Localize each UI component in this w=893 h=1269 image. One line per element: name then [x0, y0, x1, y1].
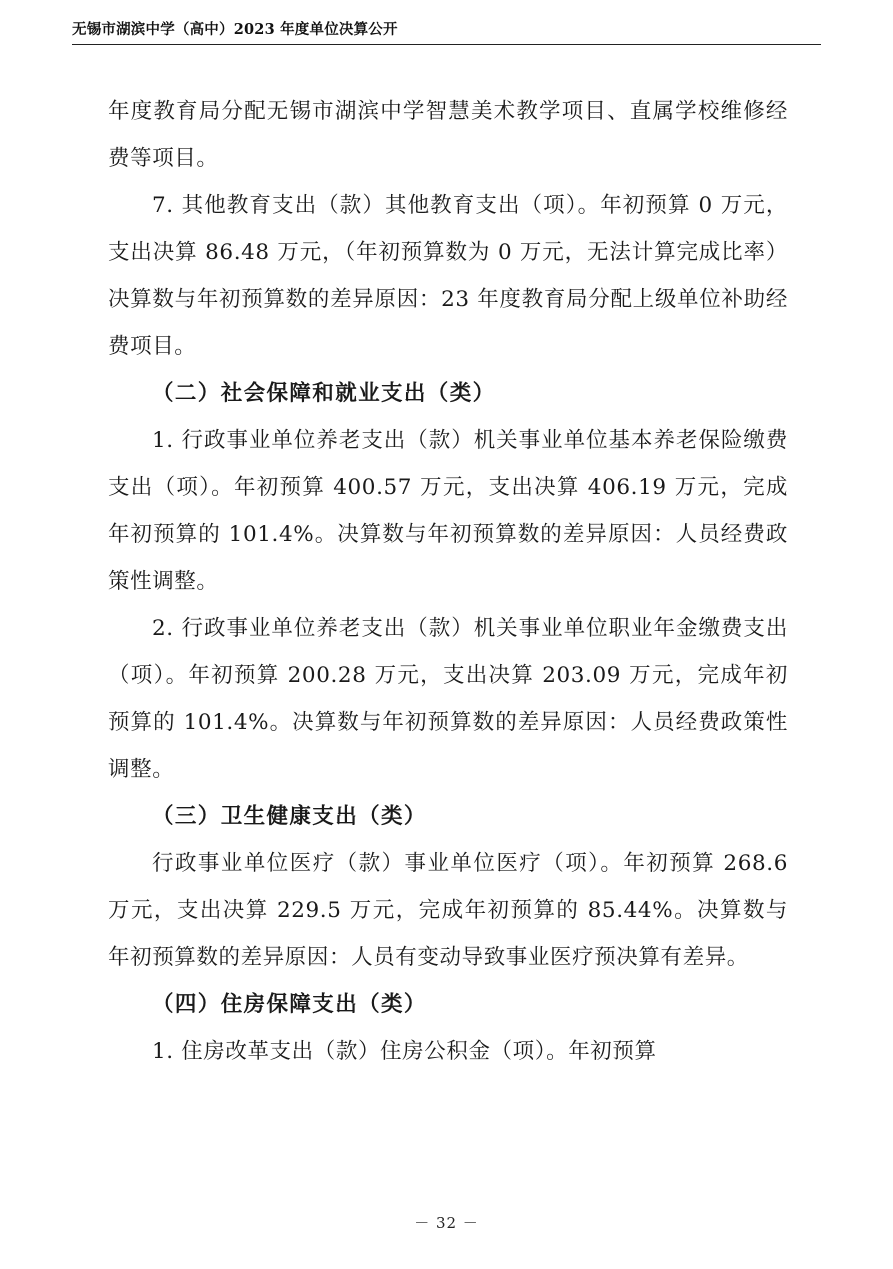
section-heading-social-security: （二）社会保障和就业支出（类） — [152, 381, 496, 406]
page-footer — [0, 1212, 893, 1233]
header-divider — [72, 44, 821, 45]
document-body — [108, 88, 788, 1075]
paragraph-housing-provident-fund: 1. 住房改革支出（款）住房公积金（项）。年初预算 — [152, 1039, 657, 1064]
section-heading-housing-security: （四）住房保障支出（类） — [152, 992, 427, 1017]
section-heading-health: （三）卫生健康支出（类） — [152, 804, 427, 829]
page-number: － 32 － — [414, 1214, 479, 1232]
page-header — [72, 18, 821, 50]
header-title: 无锡市湖滨中学（高中）2023 年度单位决算公开 — [72, 21, 398, 38]
paragraph-continuation: 年度教育局分配无锡市湖滨中学智慧美术教学项目、直属学校维修经费等项目。 — [108, 99, 788, 171]
paragraph-occupational-annuity: 2. 行政事业单位养老支出（款）机关事业单位职业年金缴费支出（项）。年初预算 200.28 万元，支出决算 203.09 万元，完成年初预算的 101.4%。决算数与年初预算数的差异原因：人员经费政策性调整。 — [108, 616, 788, 782]
paragraph-basic-pension-insurance: 1. 行政事业单位养老支出（款）机关事业单位基本养老保险缴费支出（项）。年初预算 400.57 万元，支出决算 406.19 万元，完成年初预算的 101.4%。决算数与年初预算数的差异原因：人员经费政策性调整。 — [108, 428, 788, 594]
paragraph-institution-medical: 行政事业单位医疗（款）事业单位医疗（项）。年初预算 268.6 万元，支出决算 229.5 万元，完成年初预算的 85.44%。决算数与年初预算数的差异原因：人员有变动导致事业医疗预决算有差异。 — [108, 851, 788, 970]
paragraph-other-education-expenditure: 7. 其他教育支出（款）其他教育支出（项）。年初预算 0 万元，支出决算 86.48 万元，（年初预算数为 0 万元，无法计算完成比率）决算数与年初预算数的差异原因：23 年度教育局分配上级单位补助经费项目。 — [108, 193, 788, 359]
